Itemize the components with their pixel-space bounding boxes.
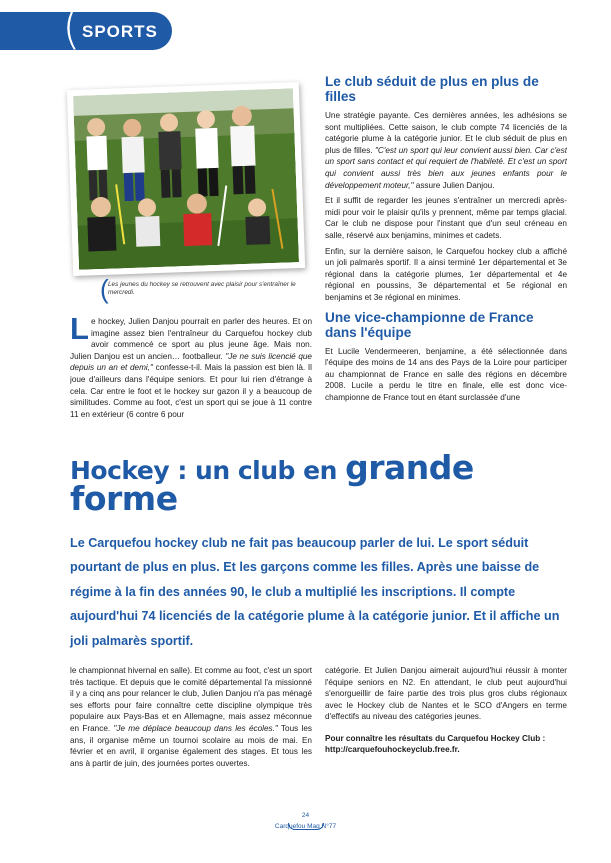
team-photo-frame [67, 82, 305, 276]
intro-text: e hockey, Julien Danjou pourrait en parler des heures. Et on imagine assez bien l'entraîneur du Carquefou hockey club avoir commencé ce sport au plus jeune âge. Mais non. Julien Danjou est un ancien… footballeur. [70, 317, 312, 361]
team-photo-illustration [73, 88, 299, 270]
article-lead: Le Carquefou hockey club ne fait pas beaucoup parler de lui. Le sport séduit pourtant de plus en plus. Et les garçons comme les filles. Après une baisse de régime à la fin des années 90, le club a multiplié les inscriptions. Il compte aujourd'hui 74 licenciés de la catégorie plume à la catégorie junior. Et il affiche un joli palmarès sportif. [70, 536, 560, 648]
magazine-name: Carquefou Mag N°77 [274, 823, 337, 830]
intro-paragraph [70, 316, 312, 420]
headline-part-1: Hockey : un club en [70, 456, 346, 485]
headline-part-3: forme [70, 479, 178, 518]
right-column-bottom [325, 665, 567, 795]
continued-left-text: le championnat hivernal en salle). Et comme au foot, c'est un sport très tactique. Et depuis que le comité départemental l'a missionné il y a cinq ans pour relancer le club, Julien Danjou n'a pas ménagé ses efforts pour faire connaître cette discipline olympique très populaire aux Pays-Bas et en Allemagne, mais assez méconnue en France. [70, 666, 312, 733]
photo-caption: Les jeunes du hockey se retrouvent avec plaisir pour s'entraîner le mercredi. [108, 281, 296, 296]
intro-quote: "Je ne suis licencié que depuis un an et demi," [70, 351, 312, 373]
intro-text-end: confesse-t-il. Mais la passion est bien là. Il joue d'ailleurs dans l'équipe seniors. Et pour lui rien d'étrange à cela. Car entre le foot et le hockey sur gazon il y a beaucoup de similitudes. Comme au foot, c'est un sport qui se joue à 11 contre 11 en extérieur (6 contre 6 pour [70, 363, 312, 419]
continued-left-text-end: Tous les ans, il organise même un tournoi scolaire au mois de mai. En février et en avril, il organise également des stages. Et tous les ans à partir de juin, des journées portes ouvertes. [70, 723, 312, 768]
subheading-girls: Le club séduit de plus en plus de filles [325, 74, 539, 104]
header-parenthesis-decoration: ( [62, 0, 81, 55]
section1-quote: "C'est un sport qui leur convient aussi bien. Car c'est un sport sans contact et qui requiert de l'habileté. Et c'est un sport qui convient aussi très bien aux jeunes enfants pour le développement moteur," [325, 145, 567, 190]
page-footer [0, 812, 611, 830]
right-column-top [325, 74, 567, 444]
intro-column [70, 316, 312, 442]
drop-cap: L [70, 316, 89, 346]
section1-paragraph-2: Et il suffit de regarder les jeunes s'entraîner un mercredi après-midi pour voir le plaisir qu'ils y prennent, même par temps glacial. Car le club ne dispose pour l'instant que d'un seul créneau en salle, réservé aux benjamins, minimes et cadets. [325, 196, 567, 240]
continued-left-paragraph [70, 665, 312, 769]
section-label: SPORTS [82, 22, 158, 41]
left-column-bottom [70, 665, 312, 795]
section2-paragraph-1: Et Lucile Vendermeeren, benjamine, a été sélectionnée dans l'équipe des moins de 14 ans des Pays de la Loire pour participer au championnat de France en salle des régions en décembre 2008. Lucile a perdu le titre en finale, elle est donc vice-championne de France tout en étant surclassée d'une [325, 346, 567, 402]
continued-right-paragraph: catégorie. Et Julien Danjou aimerait aujourd'hui réussir à monter l'équipe seniors en N2. En attendant, le club peut aujourd'hui s'enorgueillir de faire partie des trois plus gros clubs régionaux avec le Hockey club de Nantes et le SCO d'Angers en terme d'effectifs au niveau des catégories jeunes. [325, 666, 567, 722]
caption-parenthesis-decoration: ( [100, 274, 109, 304]
section1-paragraph-1 [325, 110, 567, 191]
continued-left-quote: "Je me déplace beaucoup dans les écoles." [113, 723, 278, 733]
club-results-link[interactable]: Pour connaître les résultats du Carquefou Hockey Club : http://carquefouhockeyclub.free.fr. [325, 733, 546, 754]
section1-text: Une stratégie payante. Ces dernières années, les adhésions se sont multipliées. Cette saison, le club compte 74 licenciés de la catégorie plume à la catégorie junior. Et le club séduit de plus en plus de filles. [325, 111, 567, 155]
section1-paragraph-3: Enfin, sur la dernière saison, le Carquefou hockey club a affiché un joli palmarès sportif. Il a ainsi terminé 1er départemental et 3e régional dans la catégorie plumes, 1er départemental et 4e régional en poussins, 3e départemental et 5e régional en benjamins et 3e régional en minimes. [325, 246, 567, 302]
article-headline [70, 448, 570, 518]
section1-text-end: assure Julien Danjou. [413, 180, 495, 190]
footer-decoration [288, 823, 324, 830]
headline-part-2: grande [345, 448, 474, 487]
team-photo [73, 88, 299, 270]
page-number: 24 [301, 812, 310, 819]
subheading-vice-champion: Une vice-championne de France dans l'équipe [325, 309, 534, 340]
